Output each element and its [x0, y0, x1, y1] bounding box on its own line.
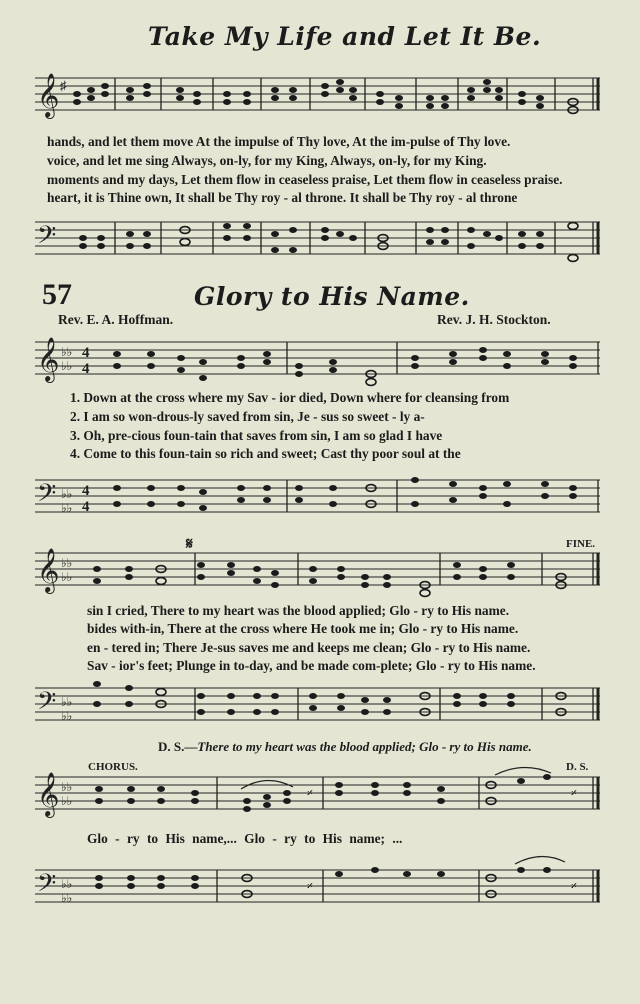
svg-text:4: 4 [82, 345, 90, 361]
words-author: Rev. E. A. Hoffman. [58, 312, 174, 327]
svg-text:𝄢: 𝄢 [37, 869, 57, 904]
svg-text:♭♭: ♭♭ [61, 877, 73, 891]
ds-label: D. S. [566, 761, 589, 773]
svg-text:♭♭: ♭♭ [61, 345, 73, 359]
svg-text:♭♭: ♭♭ [61, 570, 73, 584]
svg-text:𝄎: 𝄎 [571, 786, 577, 800]
svg-text:𝄎: 𝄎 [307, 879, 313, 893]
system-1-bass-staff [35, 480, 603, 530]
verse-3-line-1: 3. Oh, pre-cious foun-tain that saves from sin, I am so glad I have [70, 428, 443, 443]
hymn-number: 57 [42, 278, 72, 311]
verse-1-line-2: sin I cried, There to my heart was the blood applied; Glo - ry to His name. [87, 603, 510, 618]
svg-text:4: 4 [82, 483, 90, 499]
svg-text:♭♭: ♭♭ [61, 709, 73, 723]
svg-text:𝄞: 𝄞 [37, 337, 60, 381]
svg-text:♭♭: ♭♭ [61, 695, 73, 709]
hymn-57-title: Glory to His Name. [194, 282, 470, 311]
verse-3-line-2: en - tered in; There Je-sus saves me and keeps me clean; Glo - ry to His name. [87, 640, 531, 655]
svg-text:♯: ♯ [60, 78, 67, 93]
hymn-56-bass-staff [35, 222, 603, 272]
hymn-56-title: Take My Life and Let It Be. [148, 22, 542, 51]
svg-text:♭♭: ♭♭ [61, 556, 73, 570]
svg-text:4: 4 [82, 361, 90, 377]
segno-sign: 𝄋 [186, 534, 193, 553]
hymn-56-treble-staff [35, 73, 603, 138]
svg-text:𝄢: 𝄢 [37, 479, 57, 514]
chorus-lyrics: Glo - ry to His name,... Glo - ry to His name; ... [87, 831, 403, 846]
svg-text:♭♭: ♭♭ [61, 891, 73, 905]
svg-text:𝄎: 𝄎 [571, 879, 577, 893]
hymn-56-verse-2: voice, and let me sing Always, on-ly, for my King, Always, on-ly, for my King. [47, 153, 487, 168]
verse-2-line-1: 2. I am so won-drous-ly saved from sin, Je - sus so sweet - ly a- [70, 409, 425, 424]
ds-instruction-prefix: D. S.— [158, 739, 198, 754]
chorus-label: CHORUS. [88, 761, 138, 773]
hymn-56-verse-1: hands, and let them move At the impulse of Thy love, At the im-pulse of Thy love. [47, 134, 511, 149]
verse-4-line-2: Sav - ior's feet; Plunge in to-day, and be made com-plete; Glo - ry to His name. [87, 658, 536, 673]
svg-text:𝄞: 𝄞 [37, 73, 60, 117]
svg-text:4: 4 [82, 499, 90, 515]
svg-text:♭♭: ♭♭ [61, 780, 73, 794]
hymn-56-verse-4: heart, it is Thine own, It shall be Thy roy - al throne. It shall be Thy roy - al throne [47, 190, 518, 205]
svg-text:♭♭: ♭♭ [61, 501, 73, 515]
system-1-treble-staff [35, 337, 603, 387]
ds-instruction-text: There to my heart was the blood applied; Glo - ry to His name. [197, 739, 532, 754]
music-composer: Rev. J. H. Stockton. [437, 312, 551, 327]
chorus-bass-staff [35, 870, 603, 915]
svg-text:♭♭: ♭♭ [61, 359, 73, 373]
ds-instruction [158, 739, 532, 755]
svg-text:𝄢: 𝄢 [37, 687, 57, 722]
svg-text:♭♭: ♭♭ [61, 794, 73, 808]
verse-2-line-2: bides with-in, There at the cross where He took me in; Glo - ry to His name. [87, 621, 519, 636]
svg-text:♭♭: ♭♭ [61, 487, 73, 501]
verse-1-line-1: 1. Down at the cross where my Sav - ior died, Down where for cleansing from [70, 390, 510, 405]
svg-text:𝄢: 𝄢 [37, 221, 57, 256]
chorus-treble-staff [35, 772, 603, 822]
system-2-treble-staff [35, 548, 603, 598]
svg-text:𝄎: 𝄎 [307, 786, 313, 800]
svg-text:𝄞: 𝄞 [37, 772, 60, 816]
system-2-bass-staff [35, 688, 603, 733]
verse-4-line-1: 4. Come to this foun-tain so rich and sweet; Cast thy poor soul at the [70, 446, 461, 461]
hymn-56-verse-3: moments and my days, Let them flow in ceaseless praise, Let them flow in ceaseless praise. [47, 172, 563, 187]
svg-text:𝄞: 𝄞 [37, 548, 60, 592]
fine-label: FINE. [566, 538, 596, 550]
